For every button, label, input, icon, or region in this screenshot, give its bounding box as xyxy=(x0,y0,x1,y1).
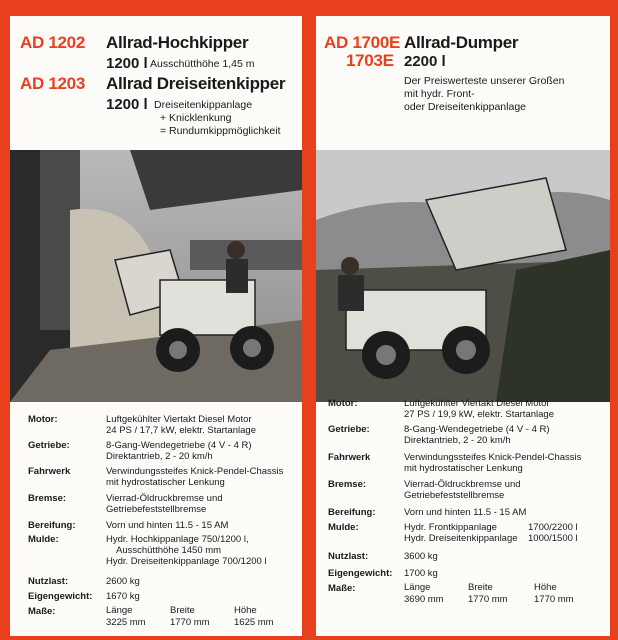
spec-fahrwerk-line2: mit hydrostatischer Lenkung xyxy=(106,477,225,488)
photo-hochkipper-image xyxy=(10,150,302,402)
spec-label-getriebe: Getriebe: xyxy=(28,440,70,451)
spec-label-mulde: Mulde: xyxy=(28,534,59,545)
spec-getriebe-line1: 8-Gang-Wendegetriebe (4 V - 4 R) xyxy=(106,440,252,451)
spec-bremse-line2: Getriebefeststellbremse xyxy=(106,504,207,515)
product-title-hochkipper: Allrad-Hochkipper xyxy=(106,33,249,52)
dim-value-breite: 1770 mm xyxy=(170,617,210,628)
dim-label-hoehe: Höhe xyxy=(534,582,557,593)
feature-line-3: = Rundumkippmöglichkeit xyxy=(160,125,281,137)
spec-bremse-line2: Getriebefeststellbremse xyxy=(404,490,505,501)
capacity-ad1700e: 2200 l xyxy=(404,53,446,70)
spec-label-motor: Motor: xyxy=(28,414,58,425)
spec-mulde-row1-value: 1700/2200 l xyxy=(528,522,578,533)
product-title-dumper: Allrad-Dumper xyxy=(404,33,519,52)
description-line-2: mit hydr. Front- xyxy=(404,88,475,100)
spec-nutzlast-value: 3600 kg xyxy=(404,551,438,562)
spec-motor-line2: 24 PS / 17,7 kW, elektr. Startanlage xyxy=(106,425,256,436)
spec-label-bereifung: Bereifung: xyxy=(328,507,376,518)
spec-eigengewicht-value: 1700 kg xyxy=(404,568,438,579)
spec-label-getriebe: Getriebe: xyxy=(328,424,370,435)
dim-value-laenge: 3225 mm xyxy=(106,617,146,628)
spec-bremse-line1: Vierrad-Öldruckbremse und xyxy=(106,493,223,504)
right-product-panel xyxy=(316,16,610,636)
description-line-3: oder Dreiseitenkippanlage xyxy=(404,101,526,113)
spec-label-nutzlast: Nutzlast: xyxy=(28,576,69,587)
spec-label-eigengewicht: Eigengewicht: xyxy=(28,591,93,602)
spec-label-fahrwerk: Fahrwerk xyxy=(28,466,71,477)
spec-eigengewicht-value: 1670 kg xyxy=(106,591,140,602)
spec-mulde-row2-value: 1000/1500 l xyxy=(528,533,578,544)
spec-label-motor: Motor: xyxy=(328,398,358,409)
spec-mulde-line1: Hydr. Hochkippanlage 750/1200 l, xyxy=(106,534,249,545)
spec-fahrwerk-line2: mit hydrostatischer Lenkung xyxy=(404,463,523,474)
dim-value-breite: 1770 mm xyxy=(468,594,508,605)
spec-motor-line1: Luftgekühlter Viertakt Diesel Motor xyxy=(404,398,550,409)
photo-dumper-image xyxy=(316,150,610,402)
dim-label-laenge: Länge xyxy=(404,582,431,593)
spec-label-fahrwerk: Fahrwerk xyxy=(328,452,371,463)
spec-label-nutzlast: Nutzlast: xyxy=(328,551,369,562)
photo-dumper xyxy=(316,150,610,402)
model-number-ad1700e: AD 1700E xyxy=(324,33,401,52)
spec-bereifung-value: Vorn und hinten 11.5 - 15 AM xyxy=(404,507,527,518)
spec-mulde-row1-name: Hydr. Frontkippanlage xyxy=(404,522,497,533)
model-number-1703e: 1703E xyxy=(346,51,394,70)
dim-label-hoehe: Höhe xyxy=(234,605,257,616)
spec-label-bereifung: Bereifung: xyxy=(28,520,76,531)
capacity-ad1202: 1200 l xyxy=(106,55,148,72)
spec-label-bremse: Bremse: xyxy=(28,493,67,504)
dim-label-laenge: Länge xyxy=(106,605,133,616)
spec-nutzlast-value: 2600 kg xyxy=(106,576,140,587)
product-title-dreiseitenkipper: Allrad Dreiseitenkipper xyxy=(106,74,286,93)
model-number-ad1202: AD 1202 xyxy=(20,33,85,52)
spec-getriebe-line1: 8-Gang-Wendegetriebe (4 V - 4 R) xyxy=(404,424,550,435)
spec-label-masse: Maße: xyxy=(328,583,356,594)
left-product-panel xyxy=(10,16,302,636)
model-number-ad1203: AD 1203 xyxy=(20,74,85,93)
dim-label-breite: Breite xyxy=(170,605,195,616)
dim-label-breite: Breite xyxy=(468,582,493,593)
dim-value-hoehe: 1770 mm xyxy=(534,594,574,605)
spec-motor-line2: 27 PS / 19,9 kW, elektr. Startanlage xyxy=(404,409,554,420)
spec-bremse-line1: Vierrad-Öldruckbremse und xyxy=(404,479,521,490)
spec-label-masse: Maße: xyxy=(28,606,56,617)
spec-getriebe-line2: Direktantrieb, 2 - 20 km/h xyxy=(106,451,213,462)
capacity-ad1203: 1200 l xyxy=(106,96,148,113)
spec-label-mulde: Mulde: xyxy=(328,522,359,533)
dim-value-laenge: 3690 mm xyxy=(404,594,444,605)
spec-fahrwerk-line1: Verwindungssteifes Knick-Pendel-Chassis xyxy=(106,466,284,477)
dump-height-text: Ausschütthöhe 1,45 m xyxy=(150,58,255,70)
spec-getriebe-line2: Direktantrieb, 2 - 20 km/h xyxy=(404,435,511,446)
spec-fahrwerk-line1: Verwindungssteifes Knick-Pendel-Chassis xyxy=(404,452,582,463)
feature-line-2: + Knicklenkung xyxy=(160,112,232,124)
spec-mulde-row2-name: Hydr. Dreiseitenkippanlage xyxy=(404,533,518,544)
spec-mulde-line2: Ausschütthöhe 1450 mm xyxy=(116,545,222,556)
description-line-1: Der Preiswerteste unserer Großen xyxy=(404,75,565,87)
spec-mulde-line3: Hydr. Dreiseitenkippanlage 700/1200 l xyxy=(106,556,267,567)
dim-value-hoehe: 1625 mm xyxy=(234,617,274,628)
spec-label-eigengewicht: Eigengewicht: xyxy=(328,568,393,579)
feature-line-1: Dreiseitenkippanlage xyxy=(154,99,253,111)
spec-label-bremse: Bremse: xyxy=(328,479,367,490)
spec-motor-line1: Luftgekühlter Viertakt Diesel Motor xyxy=(106,414,252,425)
spec-bereifung-value: Vorn und hinten 11.5 - 15 AM xyxy=(106,520,229,531)
photo-hochkipper xyxy=(10,150,302,402)
